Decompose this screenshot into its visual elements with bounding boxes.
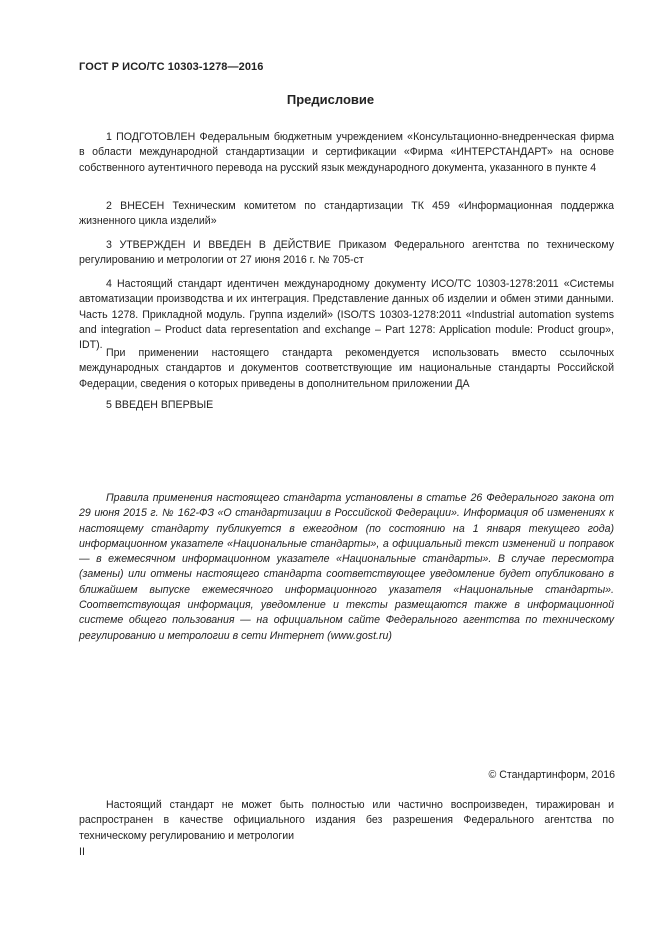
paragraph-introduced-first: 5 ВВЕДЕН ВПЕРВЫЕ bbox=[106, 399, 214, 411]
paragraph-approved: 3 УТВЕРЖДЕН И ВВЕДЕН В ДЕЙСТВИЕ Приказом Федерального агентства по техническому регулированию и метрологии от 27 июня 2016 г. № 705-ст bbox=[79, 239, 614, 267]
page-number: II bbox=[79, 846, 85, 858]
document-designation: ГОСТ Р ИСО/ТС 10303-1278—2016 bbox=[79, 61, 264, 73]
paragraph-prepared-by: 1 ПОДГОТОВЛЕН Федеральным бюджетным учреждением «Консультационно-внедренческая фирма в области международной стандартизации и сертификации «Фирма «ИНТЕРСТАНДАРТ» на основе собственного аутентичного перевода на русский язык международного документа, указанного в пункте 4 bbox=[79, 131, 614, 174]
application-rules-notice: Правила применения настоящего стандарта установлены в статье 26 Федерального закона от 29 июня 2015 г. № 162-ФЗ «О стандартизации в Российской Федерации». Информация об изменениях к настоящему стандарту публикуется в ежегодном (по состоянию на 1 января текущего года) информационном указателе «Национальные стандарты», а официальный текст изменений и поправок — в ежемесячном информационном указателе «Национальные стандарты». В случае пересмотра (замены) или отмены настоящего стандарта соответствующее уведомление будет опубликовано в ближайшем выпуске ежемесячного информационного указателя «Национальные стандарты». Соответствующая информация, уведомление и тексты размещаются также в информационной системе общего пользования — на официальном сайте Федерального агентства по техническому регулированию и метрологии в сети Интернет (www.gost.ru) bbox=[79, 492, 614, 642]
paragraph-identical-standard: 4 Настоящий стандарт идентичен международному документу ИСО/ТС 10303-1278:2011 «Системы автоматизации производства и их интеграция. Представление данных об изделии и обмен этими данными. Часть 1278. Прикладной модуль. Группа изделий» (ISO/TS 10303-1278:2011 «Industrial automation systems and integration – Product data representation and exchange – Part 1278: Application module: Product group», IDT). bbox=[79, 278, 614, 352]
paragraph-national-standards: При применении настоящего стандарта рекомендуется использовать вместо ссылочных международных стандартов и документов соответствующие им национальные стандарты Российской Федерации, сведения о которых приведены в дополнительном приложении ДА bbox=[79, 347, 614, 390]
paragraph-submitted-by: 2 ВНЕСЕН Техническим комитетом по стандартизации ТК 459 «Информационная поддержка жизненного цикла изделий» bbox=[79, 200, 614, 228]
page-title: Предисловие bbox=[286, 92, 375, 107]
reproduction-notice: Настоящий стандарт не может быть полностью или частично воспроизведен, тиражирован и распространен в качестве официального издания без разрешения Федерального агентства по техническому регулированию и метрологии bbox=[79, 799, 614, 842]
copyright: © Стандартинформ, 2016 bbox=[488, 769, 615, 781]
